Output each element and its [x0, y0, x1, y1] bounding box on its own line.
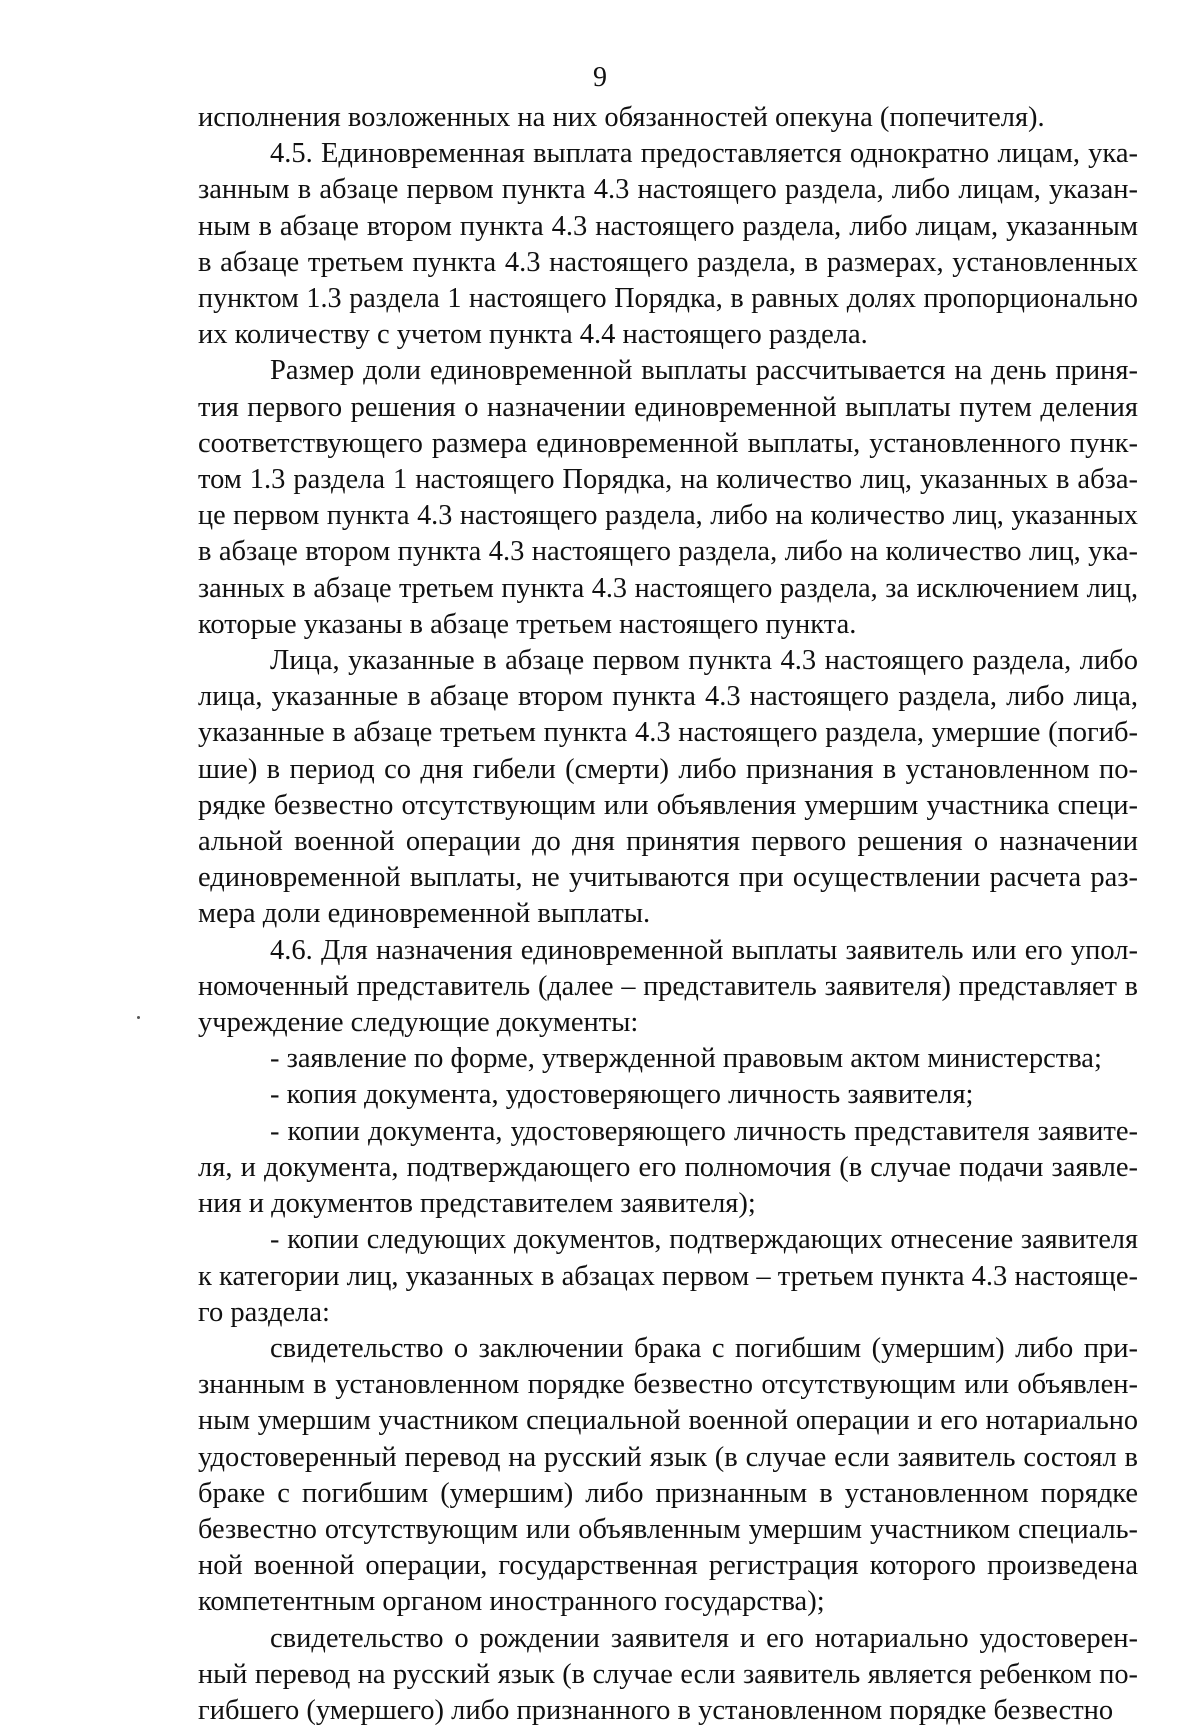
text-line: ным умершим участником специальной военной операции и его нотариально — [198, 1405, 1138, 1437]
paragraph — [198, 100, 1138, 136]
scan-artifact — [137, 1016, 140, 1019]
text-line: браке с погибшим (умершим) либо признанным в установленном порядке — [198, 1477, 1138, 1509]
paragraph — [198, 1041, 1138, 1077]
text-line: рядке безвестно отсутствующим или объявления умершим участника специ- — [198, 789, 1138, 821]
text-line: - копии документа, удостоверяющего личность представителя заявите- — [270, 1115, 1138, 1147]
text-line: их количеству с учетом пункта 4.4 настоящего раздела. — [198, 319, 868, 351]
text-line: в абзаце втором пункта 4.3 настоящего раздела, либо на количество лиц, ука- — [198, 536, 1138, 568]
paragraph — [198, 136, 1138, 353]
text-line: которые указаны в абзаце третьем настоящего пункта. — [198, 608, 857, 640]
text-line: единовременной выплаты, не учитываются при осуществлении расчета раз- — [198, 862, 1138, 894]
text-line: тия первого решения о назначении единовременной выплаты путем деления — [198, 391, 1138, 423]
text-line: соответствующего размера единовременной выплаты, установленного пунк- — [198, 427, 1138, 459]
text-line: го раздела: — [198, 1296, 330, 1328]
text-line: гибшего (умершего) либо признанного в установленном порядке безвестно — [198, 1694, 1114, 1726]
paragraph — [198, 1077, 1138, 1113]
text-line: свидетельство о заключении брака с погибшим (умершим) либо при- — [270, 1332, 1138, 1364]
text-line: - копия документа, удостоверяющего личность заявителя; — [270, 1079, 974, 1111]
document-body — [198, 100, 1138, 1729]
text-line: номоченный представитель (далее – представитель заявителя) представляет в — [198, 970, 1138, 1002]
text-line: пунктом 1.3 раздела 1 настоящего Порядка, в равных долях пропорционально — [198, 283, 1138, 315]
text-line: исполнения возложенных на них обязанностей опекуна (попечителя). — [198, 102, 1045, 133]
text-line: безвестно отсутствующим или объявленным умершим участником специаль- — [198, 1513, 1138, 1545]
text-line: том 1.3 раздела 1 настоящего Порядка, на количество лиц, указанных в абза- — [198, 464, 1138, 496]
text-line: в абзаце третьем пункта 4.3 настоящего раздела, в размерах, установленных — [198, 246, 1138, 278]
paragraph — [198, 353, 1138, 643]
text-line: шие) в период со дня гибели (смерти) либо признания в установленном по- — [198, 753, 1138, 785]
page-number: 9 — [593, 62, 607, 93]
text-line: Размер доли единовременной выплаты рассчитывается на день приня- — [270, 355, 1138, 387]
text-line: занным в абзаце первом пункта 4.3 настоящего раздела, либо лицам, указан- — [198, 174, 1138, 206]
text-line: указанные в абзаце третьем пункта 4.3 настоящего раздела, умершие (погиб- — [198, 717, 1138, 749]
text-line: свидетельство о рождении заявителя и его нотариально удостоверен- — [270, 1622, 1138, 1654]
text-line: мера доли единовременной выплаты. — [198, 898, 651, 930]
paragraph — [198, 1621, 1138, 1729]
text-line: компетентным органом иностранного государства); — [198, 1586, 825, 1618]
paragraph — [198, 643, 1138, 933]
text-line: лица, указанные в абзаце втором пункта 4.3 настоящего раздела, либо лица, — [198, 681, 1138, 713]
text-line: 4.5. Единовременная выплата предоставляется однократно лицам, ука- — [270, 138, 1138, 170]
text-line: ный перевод на русский язык (в случае если заявитель является ребенком по- — [198, 1658, 1138, 1690]
text-line: альной военной операции до дня принятия первого решения о назначении — [198, 826, 1138, 858]
text-line: знанным в установленном порядке безвестно отсутствующим или объявлен- — [198, 1369, 1138, 1401]
paragraph — [198, 1114, 1138, 1223]
text-line: ным в абзаце втором пункта 4.3 настоящего раздела, либо лицам, указанным — [198, 210, 1138, 242]
text-line: ной военной операции, государственная регистрация которого произведена — [198, 1550, 1138, 1582]
text-line: ля, и документа, подтверждающего его полномочия (в случае подачи заявле- — [198, 1151, 1138, 1183]
text-line: учреждение следующие документы: — [198, 1007, 639, 1039]
text-line: 4.6. Для назначения единовременной выплаты заявитель или его упол- — [270, 934, 1138, 966]
text-line: - заявление по форме, утвержденной правовым актом министерства; — [270, 1043, 1102, 1075]
text-line: удостоверенный перевод на русский язык (в случае если заявитель состоял в — [198, 1441, 1138, 1473]
paragraph — [198, 933, 1138, 1042]
text-line: занных в абзаце третьем пункта 4.3 настоящего раздела, за исключением лиц, — [198, 572, 1138, 604]
text-line: це первом пункта 4.3 настоящего раздела, либо на количество лиц, указанных — [198, 500, 1138, 532]
text-line: Лица, указанные в абзаце первом пункта 4.3 настоящего раздела, либо — [270, 645, 1138, 677]
paragraph — [198, 1331, 1138, 1621]
text-line: к категории лиц, указанных в абзацах первом – третьем пункта 4.3 настояще- — [198, 1260, 1138, 1292]
text-line: ния и документов представителем заявителя); — [198, 1188, 756, 1220]
paragraph — [198, 1222, 1138, 1331]
text-line: - копии следующих документов, подтверждающих отнесение заявителя — [270, 1224, 1138, 1256]
